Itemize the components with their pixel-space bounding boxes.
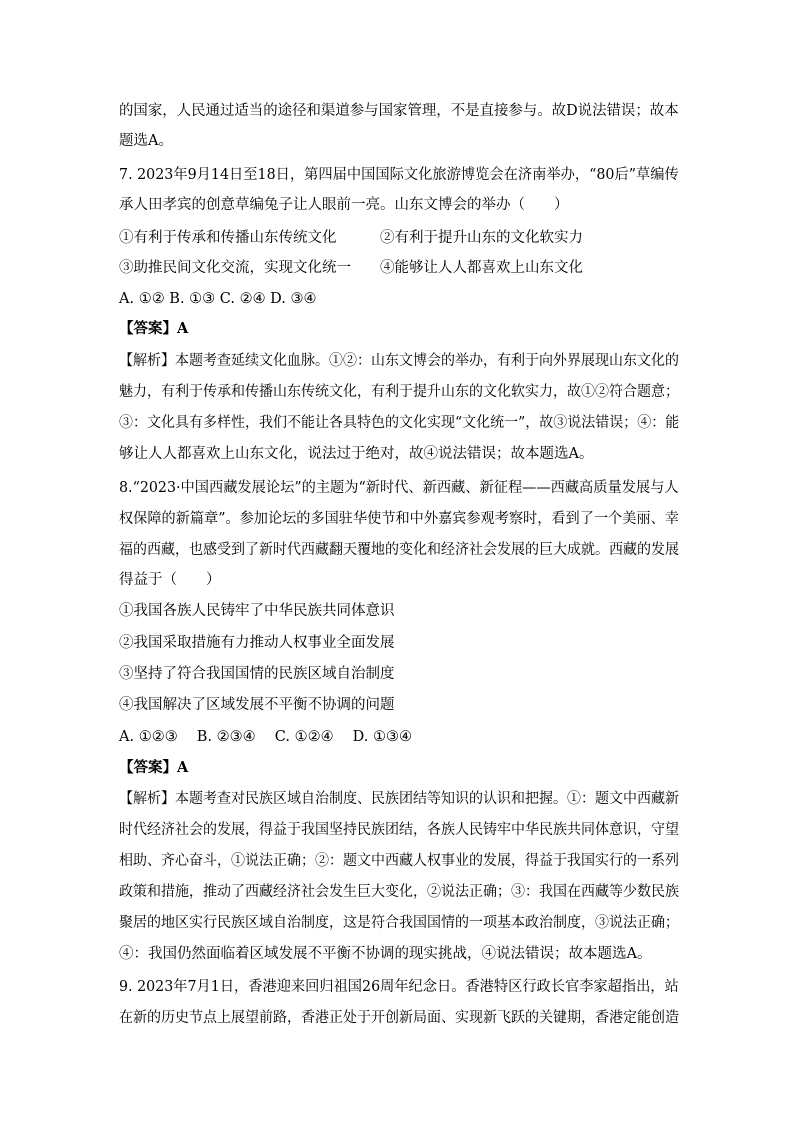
question-8-analysis: 【解析】本题考查对民族区域自治制度、民族团结等知识的认识和把握。①：题文中西藏新 [119,791,679,807]
question-8-stem: 8.“2023·中国西藏发展论坛”的主题为“新时代、新西藏、新征程——西藏高质量发展与人 [119,480,679,496]
question-8-option: ③坚持了符合我国国情的民族区域自治制度 [119,666,395,682]
question-7-analysis: 够让人人都喜欢上山东文化，说法过于绝对，故④说法错误；故本题选A。 [119,446,594,462]
question-8-analysis: 政策和措施，推动了西藏经济社会发生巨大变化，②说法正确；③：我国在西藏等少数民族 [119,884,679,900]
question-8-option: ②我国采取措施有力推动人权事业全面发展 [119,635,395,651]
question-8-choices: A. ①②③ B. ②③④ C. ①②④ D. ①③④ [119,729,413,745]
question-9-stem: 在新的历史节点上展望前路，香港正处于开创新局面、实现新飞跃的关键期，香港定能创造 [119,1010,679,1026]
question-8-analysis: ④：我国仍然面临着区域发展不平衡不协调的现实挑战，④说法错误；故本题选A。 [119,946,652,962]
question-7-analysis: 【解析】本题考查延续文化血脉。①②：山东文博会的举办，有利于向外界展现山东文化的 [119,353,679,369]
question-8-stem: 得益于（ ） [119,572,221,588]
question-7-stem: 承人田孝宾的创意草编兔子让人眼前一亮。山东文博会的举办（ ） [119,197,569,213]
question-8-answer: 【答案】A [119,759,189,776]
question-7-analysis: ③：文化具有多样性，我们不能让各具特色的文化实现“文化统一”，故③说法错误；④：能 [119,415,680,431]
text-line: 的国家，人民通过适当的途径和渠道参与国家管理，不是直接参与。故D说法错误；故本 [119,103,679,119]
question-8-option: ①我国各族人民铸牢了中华民族共同体意识 [119,603,395,619]
question-8-analysis: 聚居的地区实行民族区域自治制度，这是符合我国国情的一项基本政治制度，③说法正确； [119,915,679,931]
question-7-answer: 【答案】A [119,320,189,337]
question-7-stem: 7. 2023年9月14日至18日，第四届中国国际文化旅游博览会在济南举办，“80后”草编传 [119,167,679,183]
question-7-option: ①有利于传承和传播山东传统文化 ②有利于提升山东的文化软实力 [119,230,583,246]
question-7-choices: A. ①② B. ①③ C. ②④ D. ③④ [119,291,317,307]
question-9-stem: 9. 2023年7月1日，香港迎来回归祖国26周年纪念日。香港特区行政长官李家超指出，站 [119,979,679,995]
question-8-stem: 福的西藏，也感受到了新时代西藏翻天覆地的变化和经济社会发展的巨大成就。西藏的发展 [119,542,679,558]
question-8-option: ④我国解决了区域发展不平衡不协调的问题 [119,697,395,713]
question-8-stem: 权保障的新篇章”。参加论坛的多国驻华使节和中外嘉宾参观考察时，看到了一个美丽、幸 [119,511,679,527]
text-line: 题选A。 [119,133,173,149]
question-8-analysis: 相助、齐心奋斗，①说法正确；②：题文中西藏人权事业的发展，得益于我国实行的一系列 [119,853,679,869]
question-7-analysis: 魅力，有利于传承和传播山东传统文化，有利于提升山东的文化软实力，故①②符合题意； [119,384,679,400]
question-7-option: ③助推民间文化交流，实现文化统一 ④能够让人人都喜欢上山东文化 [119,260,583,276]
question-8-analysis: 时代经济社会的发展，得益于我国坚持民族团结，各族人民铸牢中华民族共同体意识，守望 [119,822,679,838]
